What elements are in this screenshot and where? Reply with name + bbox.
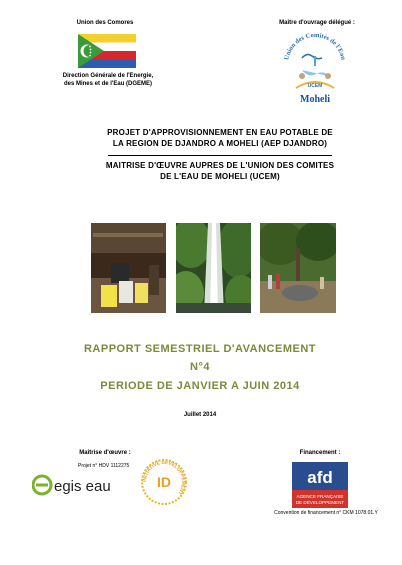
- moe-label: Maîtrise d'œuvre :: [79, 450, 131, 456]
- afd-letters: afd: [307, 468, 333, 487]
- project-subtitle: [100, 160, 340, 182]
- ucem-logo-arc-text: Union des Comités de l'Eau: [283, 31, 347, 61]
- project-number: Projet n° HDV 1112275: [78, 463, 130, 469]
- id-logo-letters: ID: [157, 474, 171, 490]
- left-org-desc-line1: Direction Générale de l'Energie,: [62, 73, 154, 79]
- left-org-title: Union des Comores: [76, 20, 134, 26]
- right-org-title: Maître d'ouvrage délégué :: [279, 20, 355, 26]
- egis-eau-text: egis eau: [54, 478, 111, 495]
- title-divider: [108, 155, 332, 156]
- project-title-line1: PROJET D'APPROVISIONNEMENT EN EAU POTABLE DE: [107, 128, 333, 137]
- egis-eau-logo-icon: [32, 470, 132, 500]
- project-title: [100, 127, 340, 149]
- report-period: PERIODE DE JANVIER A JUIN 2014: [100, 380, 300, 392]
- initiative-developpement-logo-icon: [140, 458, 188, 506]
- ucem-logo-name: Moheli: [300, 94, 330, 105]
- project-subtitle-line2: DE L'EAU DE MOHELI (UCEM): [160, 172, 280, 181]
- photo-village-well: [260, 223, 336, 313]
- afd-line1: AGENCE FRANÇAISE: [296, 494, 344, 499]
- left-org-description: [48, 72, 168, 88]
- report-title: RAPPORT SEMESTRIEL D'AVANCEMENT: [83, 343, 317, 355]
- project-title-line2: LA REGION DE DJANDRO A MOHELI (AEP DJANDRO): [112, 139, 328, 148]
- afd-logo-icon: [292, 462, 348, 508]
- ucem-logo-icon: [280, 30, 350, 106]
- comoros-flag-icon: [78, 34, 136, 68]
- left-org-desc-line2: des Mines et de l'Eau (DGEME): [63, 81, 153, 87]
- financing-label: Financement :: [299, 450, 341, 456]
- report-number: N°4: [190, 361, 210, 373]
- photo-waterfall: [176, 223, 251, 313]
- ucem-logo-acronym: UCEM: [307, 83, 323, 89]
- project-subtitle-line1: MAITRISE D'ŒUVRE AUPRES DE L'UNION DES COMITES: [105, 161, 335, 170]
- afd-line2: DE DÉVELOPPEMENT: [295, 500, 345, 505]
- financing-convention: Convention de financement n° CKM 1078.01.Y: [274, 510, 378, 516]
- report-date: Juillet 2014: [183, 412, 217, 418]
- photo-water-containers: [91, 223, 166, 313]
- id-logo-arc-text: INITIATIVE DÉVELOPPEMENT: [142, 460, 186, 496]
